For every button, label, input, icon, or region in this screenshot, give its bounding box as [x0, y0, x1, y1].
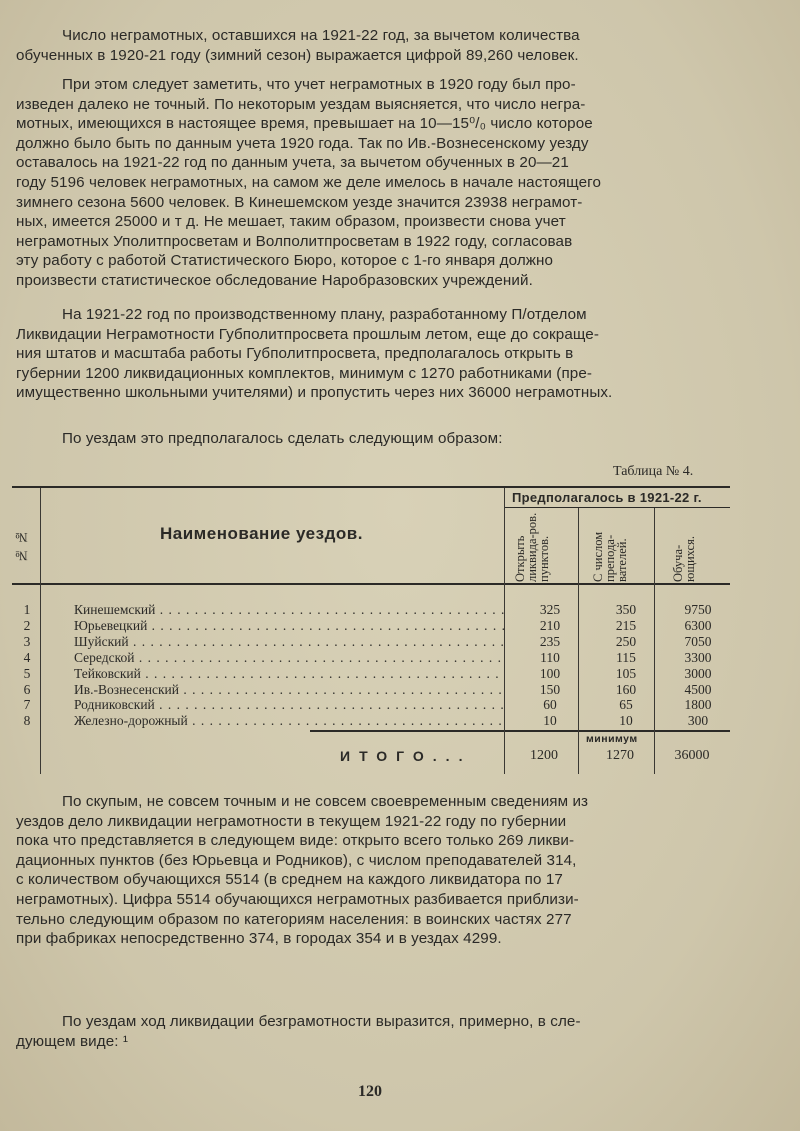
- table-row: [16, 602, 728, 618]
- learners-column-header: Обуча-ющихся.: [671, 536, 697, 582]
- row-number: 2: [23, 617, 31, 633]
- planned-points: 150: [539, 681, 561, 697]
- text-line: пока что представляется в следующем виде: открыто всего только 269 ликви-: [16, 832, 575, 850]
- text-line: уездов дело ликвидации неграмотности в текущем 1921-22 году по губернии: [16, 812, 567, 830]
- planned-teachers: 105: [615, 665, 637, 681]
- table-row: [16, 618, 728, 634]
- district-name: Юрьевецкий . . .: [74, 618, 504, 634]
- group-header-rule: [504, 507, 730, 508]
- paragraph-table-intro: [16, 429, 728, 449]
- row-number: 1: [23, 602, 31, 617]
- text-line: оставалось на 1921-22 год по данным учета, за вычетом обученных в 20—21: [16, 154, 569, 172]
- text-line: должно было быть по данным учета 1920 года. Так по Ив.-Вознесенскому уезду: [16, 134, 589, 152]
- planned-teachers: 10: [619, 713, 633, 729]
- teachers-column-header: С числом препода-вателей.: [591, 531, 629, 582]
- planned-group-header: Предполагалось в 1921-22 г.: [512, 490, 702, 505]
- row-number: 3: [23, 633, 31, 649]
- text-line: ных, имеется 25000 и т д. Не мешает, таким образом, произвести снова учет: [16, 213, 566, 231]
- text-line: неграмотных). Цифра 5514 обучающихся неграмотных разбивается приблизи-: [16, 890, 579, 908]
- table-row: [16, 682, 728, 698]
- row-number: 7: [23, 697, 31, 713]
- text-line: тельно следующим образом по категориям населения: в воинских частях 277: [16, 910, 572, 928]
- text-line: зимнего сезона 5600 человек. В Кинешемском уезде значится 23938 неграмот-: [16, 193, 583, 211]
- total-learners: 36000: [674, 748, 710, 763]
- planned-learners: 6300: [684, 617, 712, 633]
- text-line: произвести статистическое обследование Наробразовских учреждений.: [16, 271, 533, 289]
- points-column-header: Открыть ликвида-ров. пунктов.: [513, 512, 551, 582]
- text-line: По уездам это предполагалось сделать следующим образом:: [62, 430, 503, 447]
- page-number: 120: [358, 1083, 382, 1100]
- planned-learners: 4500: [684, 681, 712, 697]
- text-line: губернии 1200 ликвидационных комплектов, минимум с 1270 работниками (пре-: [16, 364, 593, 382]
- text-line: По уездам ход ликвидации безграмотности выразится, примерно, в сле-: [62, 1013, 581, 1030]
- total-points: 1200: [530, 748, 558, 763]
- row-number: 5: [23, 665, 31, 681]
- district-name: Ив.-Вознесенский . . .: [74, 682, 504, 698]
- district-name: Тейковский . . .: [74, 666, 504, 682]
- number-column-header: № №: [14, 530, 29, 564]
- text-line: Ликвидации Неграмотности Губполитпросвета прошлым летом, еще до сокраще-: [16, 325, 599, 343]
- planned-points: 10: [543, 713, 557, 729]
- text-line: дационных пунктов (без Юрьевца и Родников), с числом преподавателей 314,: [16, 851, 577, 869]
- text-line: году 5196 человек неграмотных, на самом же деле имелось в начале настоящего: [16, 173, 602, 191]
- district-name: Шуйский . . .: [74, 634, 504, 650]
- paragraph-production-plan: [16, 305, 728, 403]
- text-line: ния штатов и масштаба работы Губполитпросвета, предполагалось открыть в: [16, 345, 574, 363]
- planned-learners: 1800: [684, 697, 712, 713]
- planned-teachers: 350: [615, 602, 637, 617]
- total-label: ИТОГО...: [340, 748, 472, 764]
- row-number: 6: [23, 681, 31, 697]
- district-name: Железно-дорожный . . .: [74, 713, 504, 729]
- paragraph-census-accuracy: [16, 75, 728, 291]
- table-header-rule: [12, 583, 730, 585]
- planned-teachers: 215: [615, 617, 637, 633]
- text-line: обученных в 1920-21 году (зимний сезон) выражается цифрой 89,260 человек.: [16, 46, 579, 64]
- table-caption: Таблица № 4.: [613, 464, 694, 479]
- text-line: По скупым, не совсем точным и не совсем своевременным сведениям из: [62, 793, 589, 810]
- district-name: Родниковский . . .: [74, 697, 504, 713]
- paragraph-illiterate-count: [16, 26, 728, 65]
- district-name: Середской . . .: [74, 650, 504, 666]
- district-name-header: Наименование уездов.: [160, 524, 363, 543]
- table-row: [16, 713, 728, 729]
- planned-learners: 3000: [684, 665, 712, 681]
- total-minimum-note: минимум: [586, 733, 638, 745]
- planned-learners: 300: [687, 713, 709, 729]
- planned-learners: 7050: [684, 633, 712, 649]
- text-line: неграмотных Уполитпросветам и Волполитпросветам в 1922 году, согласовав: [16, 232, 573, 250]
- text-line: Число неграмотных, оставшихся на 1921-22 год, за вычетом количества: [62, 27, 580, 44]
- planned-learners: 9750: [684, 602, 712, 617]
- planned-points: 325: [539, 602, 561, 617]
- planned-teachers: 115: [616, 649, 636, 665]
- district-name: Кинешемский . . .: [74, 602, 504, 618]
- text-line: при фабриках непосредственно 374, в городах 354 и в уездах 4299.: [16, 930, 502, 948]
- planned-teachers: 160: [615, 681, 637, 697]
- planned-points: 100: [539, 665, 561, 681]
- text-line: мотных, имеющихся в настоящее время, превышает на 10—15⁰/₀ число которое: [16, 115, 593, 133]
- text-line: эту работу с работой Статистического Бюро, которое с 1-го января должно: [16, 252, 554, 270]
- planned-learners: 3300: [684, 649, 712, 665]
- table-top-rule: [12, 486, 730, 488]
- row-number: 4: [23, 649, 31, 665]
- row-number: 8: [23, 713, 31, 729]
- table-row: [16, 650, 728, 666]
- text-line: с количеством обучающихся 5514 (в среднем на каждого ликвидатора по 17: [16, 871, 563, 889]
- text-line: имущественно школьными учителями) и пропустить через них 36000 неграмотных.: [16, 384, 613, 402]
- paragraph-district-progress: [16, 1012, 728, 1051]
- text-line: дующем виде: ¹: [16, 1032, 129, 1050]
- text-line: При этом следует заметить, что учет неграмотных в 1920 году был про-: [62, 76, 576, 93]
- text-line: На 1921-22 год по производственному плану, разработанному П/отделом: [62, 306, 587, 323]
- planned-points: 210: [539, 617, 561, 633]
- paragraph-current-state: [16, 792, 728, 949]
- planned-teachers: 65: [619, 697, 633, 713]
- planned-teachers: 250: [615, 633, 637, 649]
- table-row: [16, 697, 728, 713]
- planned-points: 110: [540, 649, 560, 665]
- table-row: [16, 634, 728, 650]
- total-rule: [310, 730, 730, 732]
- planned-points: 60: [543, 697, 557, 713]
- table-row: [16, 666, 728, 682]
- text-line: изведен далеко не точный. По некоторым уездам выясняется, что число негра-: [16, 95, 586, 113]
- total-teachers: 1270: [606, 748, 634, 763]
- planned-points: 235: [539, 633, 561, 649]
